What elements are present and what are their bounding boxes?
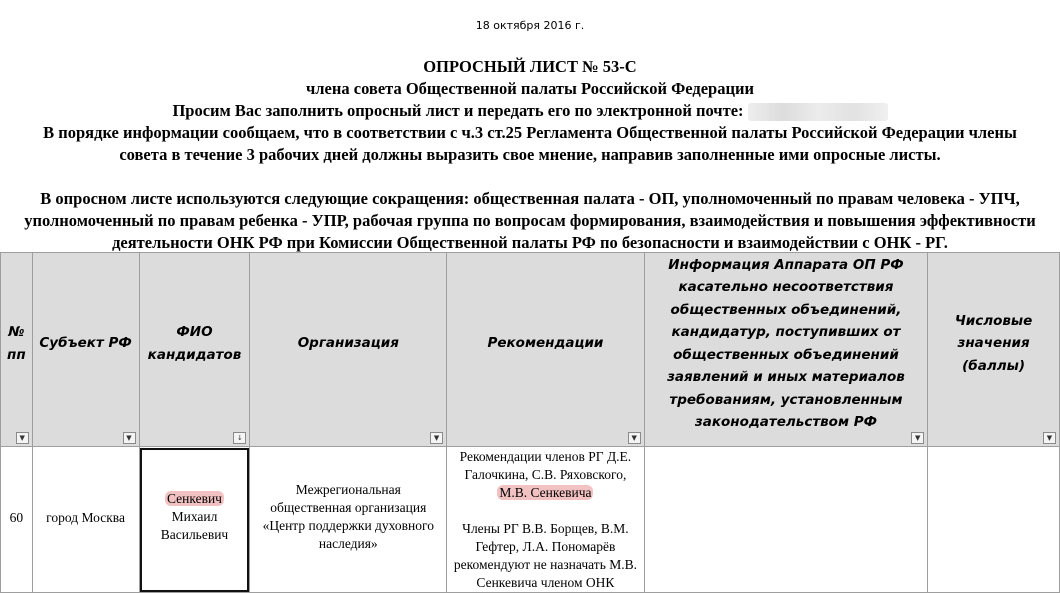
cell-recs[interactable]	[447, 447, 645, 593]
cell-org[interactable]: Межрегиональная общественная организация «Центр поддержки духовного наследия»	[250, 447, 447, 593]
header-score: Числовые значения (баллы) ▼	[928, 253, 1060, 447]
abbreviations-line-3: деятельности ОНК РФ при Комиссии Общественной палаты РФ по безопасности и взаимодействии с ОНК - РГ.	[112, 233, 948, 252]
filter-dropdown-icon[interactable]: ▼	[123, 432, 136, 444]
survey-table	[0, 252, 1060, 593]
header-fio: ФИО кандидатов ↓	[139, 253, 250, 447]
filter-dropdown-icon[interactable]: ▼	[430, 432, 443, 444]
recs-part-1: Рекомендации членов РГ Д.Е. Галочкина, С.В. Ряховского,	[459, 449, 632, 482]
info-line-1: В порядке информации сообщаем, что в соответствии с ч.3 ст.25 Регламента Общественной палаты Российской Федерации члены	[43, 123, 1017, 142]
document-header	[0, 0, 1060, 252]
recs-part-2: Члены РГ В.В. Борщев, В.М. Гефтер, Л.А. Пономарёв рекомендуют не назначать М.В. Сенкевича членом ОНК	[453, 521, 637, 590]
cell-score[interactable]	[928, 447, 1060, 593]
cell-info[interactable]	[644, 447, 927, 593]
document-date: 18 октября 2016 г.	[475, 19, 585, 32]
filter-dropdown-icon[interactable]: ▼	[1043, 432, 1056, 444]
header-row	[1, 253, 1060, 447]
header-info: Информация Аппарата ОП РФ касательно несоответствия общественных объединений, кандидатур, поступивших от общественных объединений заявлений и иных материалов требованиям, установленным законодательством РФ ▼	[644, 253, 927, 447]
redacted-email	[748, 103, 888, 121]
document-title: ОПРОСНЫЙ ЛИСТ № 53-С	[423, 57, 637, 76]
abbreviations-line-2: уполномоченный по правам ребенка - УПР, рабочая группа по вопросам формирования, взаимодействия и повышения эффективности	[24, 211, 1036, 230]
filter-dropdown-icon[interactable]: ▼	[16, 432, 29, 444]
sort-filter-icon[interactable]: ↓	[233, 432, 246, 444]
header-subject: Субъект РФ ▼	[32, 253, 139, 447]
document-subtitle: члена совета Общественной палаты Российской Федерации	[305, 79, 754, 98]
info-line-2: совета в течение 3 рабочих дней должны выразить свое мнение, направив заполненные ими опросные листы.	[119, 145, 941, 164]
email-request-line	[0, 100, 1060, 122]
fio-name: Михаил	[171, 509, 218, 524]
header-num: № пп ▼	[1, 253, 33, 447]
header-recs: Рекомендации ▼	[447, 253, 645, 447]
email-request-text: Просим Вас заполнить опросный лист и передать его по электронной почте:	[172, 101, 744, 120]
cell-num[interactable]: 60	[1, 447, 33, 593]
highlighted-surname: Сенкевич	[166, 491, 222, 506]
filter-dropdown-icon[interactable]: ▼	[628, 432, 641, 444]
abbreviations-line-1: В опросном листе используются следующие сокращения: общественная палата - ОП, уполномоченный по правам человека - УПЧ,	[40, 189, 1020, 208]
header-org: Организация ▼	[250, 253, 447, 447]
cell-fio-selected[interactable]	[139, 447, 250, 593]
highlighted-recommender: М.В. Сенкевича	[499, 485, 592, 500]
table-row	[1, 447, 1060, 593]
spacer	[0, 166, 1060, 188]
fio-patronymic: Васильевич	[160, 527, 229, 542]
cell-subject[interactable]: город Москва	[32, 447, 139, 593]
filter-dropdown-icon[interactable]: ▼	[911, 432, 924, 444]
